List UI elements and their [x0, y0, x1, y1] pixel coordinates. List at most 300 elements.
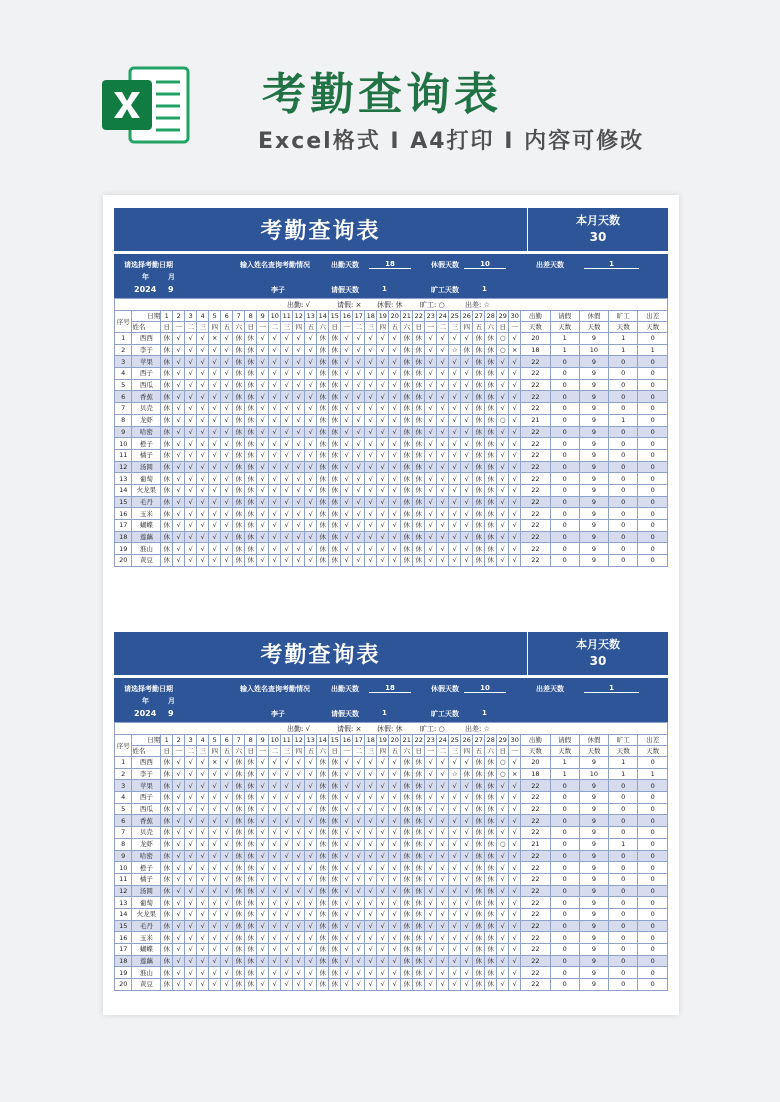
- attendance-mark: √: [293, 780, 305, 792]
- table-row: [115, 449, 668, 461]
- attendance-mark: √: [173, 873, 185, 885]
- attendance-mark: 休: [161, 850, 173, 862]
- attendance-mark: √: [461, 473, 473, 485]
- attendance-mark: √: [365, 379, 377, 391]
- attendance-mark: 休: [329, 543, 341, 555]
- attendance-mark: 休: [401, 426, 413, 438]
- attendance-mark: √: [353, 520, 365, 532]
- attendance-mark: 休: [329, 333, 341, 345]
- attendance-mark: √: [341, 768, 353, 780]
- attendance-mark: √: [425, 414, 437, 426]
- attendance-mark: √: [185, 333, 197, 345]
- employee-name: 橙子: [132, 862, 161, 874]
- attendance-mark: √: [269, 897, 281, 909]
- attendance-mark: √: [293, 356, 305, 368]
- attendance-mark: √: [221, 967, 233, 979]
- attendance-mark: √: [425, 967, 437, 979]
- table-row: [115, 803, 668, 815]
- attendance-mark: √: [305, 955, 317, 967]
- attendance-mark: √: [509, 473, 521, 485]
- attendance-mark: 休: [317, 850, 329, 862]
- attendance-mark: 休: [329, 555, 341, 567]
- attendance-mark: 休: [473, 508, 485, 520]
- month-days-value: 30: [589, 229, 607, 244]
- summary-value: 0: [550, 944, 579, 956]
- summary-header: 出差: [638, 311, 668, 322]
- attendance-mark: √: [509, 356, 521, 368]
- weekday: 四: [293, 746, 305, 757]
- attendance-mark: √: [509, 543, 521, 555]
- attendance-mark: √: [497, 531, 509, 543]
- row-number: 3: [115, 356, 132, 368]
- attendance-mark: √: [449, 944, 461, 956]
- summary-value: 0: [638, 827, 668, 839]
- attendance-mark: √: [365, 979, 377, 991]
- attendance-mark: √: [425, 827, 437, 839]
- attendance-mark: 休: [317, 803, 329, 815]
- attendance-mark: √: [509, 885, 521, 897]
- summary-header: 出差: [638, 735, 668, 746]
- weekday: 三: [449, 746, 461, 757]
- attendance-mark: √: [305, 873, 317, 885]
- attendance-mark: √: [185, 979, 197, 991]
- attendance-mark: √: [281, 757, 293, 769]
- employee-name: 莲藕: [132, 955, 161, 967]
- weekday: 五: [221, 322, 233, 333]
- attendance-mark: √: [449, 496, 461, 508]
- weekday: 六: [401, 746, 413, 757]
- attendance-mark: √: [257, 333, 269, 345]
- attendance-mark: 休: [401, 967, 413, 979]
- attendance-mark: 休: [317, 333, 329, 345]
- attendance-mark: √: [437, 414, 449, 426]
- attendance-mark: √: [197, 496, 209, 508]
- attendance-mark: √: [437, 979, 449, 991]
- summary-value: 9: [579, 356, 608, 368]
- year-select[interactable]: 2024: [134, 709, 157, 718]
- attendance-mark: √: [341, 449, 353, 461]
- attend-days-label: 出勤天数: [331, 685, 359, 693]
- attendance-mark: 休: [401, 484, 413, 496]
- attendance-mark: √: [197, 967, 209, 979]
- attendance-mark: √: [185, 438, 197, 450]
- attendance-mark: 休: [329, 920, 341, 932]
- employee-name: 火龙果: [132, 908, 161, 920]
- attendance-mark: √: [377, 496, 389, 508]
- attendance-mark: √: [461, 368, 473, 380]
- attendance-mark: √: [305, 827, 317, 839]
- attendance-mark: √: [173, 391, 185, 403]
- day-number: 16: [342, 312, 351, 320]
- attendance-mark: √: [425, 333, 437, 345]
- month-select[interactable]: 9: [168, 285, 174, 294]
- attendance-mark: √: [437, 391, 449, 403]
- day-number: 23: [426, 736, 435, 744]
- attendance-mark: 休: [485, 780, 497, 792]
- summary-header-unit: 天数: [579, 322, 608, 333]
- attendance-mark: √: [221, 838, 233, 850]
- attendance-mark: √: [197, 827, 209, 839]
- attendance-mark: 休: [329, 473, 341, 485]
- legend-leave: 请假: ×: [337, 301, 362, 309]
- attendance-mark: √: [305, 768, 317, 780]
- attendance-mark: √: [389, 379, 401, 391]
- attendance-mark: √: [281, 484, 293, 496]
- attendance-mark: √: [221, 449, 233, 461]
- weekday: 五: [305, 746, 317, 757]
- attendance-mark: 休: [329, 403, 341, 415]
- attendance-mark: √: [221, 438, 233, 450]
- attendance-mark: √: [509, 414, 521, 426]
- attendance-mark: √: [209, 979, 221, 991]
- attendance-mark: √: [425, 403, 437, 415]
- attendance-mark: 休: [317, 955, 329, 967]
- employee-name: 毛丹: [132, 920, 161, 932]
- attendance-mark: ○: [497, 768, 509, 780]
- attendance-mark: 休: [473, 368, 485, 380]
- attendance-mark: √: [389, 908, 401, 920]
- attendance-mark: √: [197, 543, 209, 555]
- attendance-mark: √: [341, 473, 353, 485]
- attendance-mark: √: [173, 508, 185, 520]
- attendance-mark: √: [449, 473, 461, 485]
- attendance-mark: √: [185, 356, 197, 368]
- attendance-mark: 休: [161, 757, 173, 769]
- attendance-mark: √: [497, 873, 509, 885]
- attendance-mark: √: [509, 920, 521, 932]
- row-number: 3: [115, 780, 132, 792]
- attendance-mark: 休: [233, 473, 245, 485]
- summary-value: 1: [550, 333, 579, 345]
- attendance-mark: √: [365, 897, 377, 909]
- attendance-mark: √: [185, 885, 197, 897]
- attendance-mark: √: [425, 768, 437, 780]
- attendance-mark: √: [293, 850, 305, 862]
- attendance-mark: √: [185, 920, 197, 932]
- attendance-mark: √: [185, 508, 197, 520]
- attendance-mark: 休: [401, 920, 413, 932]
- attendance-mark: √: [353, 379, 365, 391]
- attendance-mark: 休: [485, 955, 497, 967]
- name-input[interactable]: 李子: [271, 286, 285, 294]
- attendance-mark: 休: [329, 414, 341, 426]
- attendance-mark: √: [221, 403, 233, 415]
- attendance-mark: √: [269, 815, 281, 827]
- summary-value: 0: [638, 897, 668, 909]
- attendance-mark: √: [425, 803, 437, 815]
- summary-value: 9: [579, 792, 608, 804]
- attendance-mark: √: [509, 838, 521, 850]
- table-row: [115, 379, 668, 391]
- table-row: [115, 885, 668, 897]
- summary-value: 0: [550, 438, 579, 450]
- attendance-mark: √: [509, 850, 521, 862]
- attendance-mark: √: [185, 815, 197, 827]
- row-number: 7: [115, 403, 132, 415]
- attendance-mark: √: [281, 838, 293, 850]
- attendance-mark: √: [437, 967, 449, 979]
- attendance-mark: 休: [161, 932, 173, 944]
- attendance-mark: √: [377, 815, 389, 827]
- attendance-mark: √: [197, 473, 209, 485]
- attendance-mark: 休: [329, 344, 341, 356]
- row-number: 6: [115, 391, 132, 403]
- attendance-mark: 休: [473, 461, 485, 473]
- attendance-mark: 休: [161, 449, 173, 461]
- summary-value: 22: [521, 496, 550, 508]
- attendance-mark: √: [209, 908, 221, 920]
- day-number: 20: [390, 736, 399, 744]
- row-number: 5: [115, 379, 132, 391]
- month-select[interactable]: 9: [168, 709, 174, 718]
- summary-value: 0: [609, 543, 638, 555]
- table-row: [115, 531, 668, 543]
- attendance-mark: √: [353, 356, 365, 368]
- attendance-mark: √: [305, 908, 317, 920]
- attendance-mark: √: [173, 768, 185, 780]
- attendance-mark: √: [305, 368, 317, 380]
- attendance-mark: 休: [473, 379, 485, 391]
- summary-value: 0: [609, 932, 638, 944]
- attendance-mark: √: [305, 508, 317, 520]
- attendance-mark: 休: [473, 496, 485, 508]
- weekday: 一: [257, 322, 269, 333]
- attendance-mark: √: [497, 792, 509, 804]
- attendance-mark: √: [341, 955, 353, 967]
- attendance-mark: 休: [473, 426, 485, 438]
- attendance-mark: √: [269, 333, 281, 345]
- summary-value: 0: [609, 484, 638, 496]
- attendance-mark: √: [197, 979, 209, 991]
- table-row: [115, 955, 668, 967]
- summary-value: 22: [521, 932, 550, 944]
- summary-value: 9: [579, 368, 608, 380]
- summary-value: 0: [638, 531, 668, 543]
- attendance-mark: 休: [329, 885, 341, 897]
- summary-value: 22: [521, 803, 550, 815]
- day-number: 14: [318, 312, 327, 320]
- attendance-mark: 休: [317, 838, 329, 850]
- summary-value: 0: [638, 543, 668, 555]
- attendance-mark: √: [365, 391, 377, 403]
- attendance-mark: √: [377, 403, 389, 415]
- weekday: 四: [293, 322, 305, 333]
- attendance-mark: √: [353, 827, 365, 839]
- weekday: 日: [245, 322, 257, 333]
- attendance-mark: √: [437, 555, 449, 567]
- attendance-mark: √: [341, 484, 353, 496]
- attendance-mark: 休: [329, 792, 341, 804]
- attendance-mark: √: [341, 920, 353, 932]
- attendance-mark: 休: [485, 979, 497, 991]
- table-row: [115, 979, 668, 991]
- summary-value: 9: [579, 379, 608, 391]
- table-row: [115, 403, 668, 415]
- attendance-mark: √: [497, 368, 509, 380]
- employee-name: 淮山: [132, 967, 161, 979]
- attendance-mark: 休: [233, 932, 245, 944]
- attendance-mark: √: [269, 967, 281, 979]
- attendance-mark: 休: [413, 932, 425, 944]
- attendance-mark: √: [425, 944, 437, 956]
- day-number: 24: [438, 312, 447, 320]
- attendance-mark: √: [293, 426, 305, 438]
- attendance-mark: √: [209, 508, 221, 520]
- attendance-mark: 休: [317, 438, 329, 450]
- attendance-mark: √: [173, 449, 185, 461]
- employee-name: 橘子: [132, 449, 161, 461]
- attendance-mark: 休: [401, 496, 413, 508]
- summary-value: 1: [609, 838, 638, 850]
- attendance-mark: √: [305, 426, 317, 438]
- attendance-mark: 休: [317, 391, 329, 403]
- attendance-mark: 休: [161, 508, 173, 520]
- attendance-mark: 休: [161, 780, 173, 792]
- attendance-mark: 休: [413, 979, 425, 991]
- attendance-mark: 休: [485, 473, 497, 485]
- attendance-mark: √: [461, 531, 473, 543]
- summary-value: 9: [579, 908, 608, 920]
- attendance-mark: √: [437, 768, 449, 780]
- attendance-mark: √: [449, 356, 461, 368]
- attendance-mark: 休: [233, 414, 245, 426]
- attendance-mark: √: [449, 757, 461, 769]
- attendance-table: [114, 734, 668, 991]
- attendance-mark: 休: [233, 908, 245, 920]
- attendance-mark: 休: [413, 520, 425, 532]
- attendance-mark: 休: [401, 391, 413, 403]
- attendance-mark: 休: [473, 520, 485, 532]
- attendance-mark: 休: [329, 803, 341, 815]
- summary-value: 0: [638, 391, 668, 403]
- attendance-mark: 休: [473, 757, 485, 769]
- trip-days-label: 出差天数: [536, 685, 564, 693]
- attendance-mark: 休: [329, 967, 341, 979]
- attendance-mark: √: [185, 862, 197, 874]
- attendance-mark: 休: [161, 379, 173, 391]
- attendance-mark: √: [365, 967, 377, 979]
- attendance-mark: 休: [401, 780, 413, 792]
- attendance-mark: √: [257, 368, 269, 380]
- attendance-mark: √: [449, 932, 461, 944]
- employee-name: 淮山: [132, 543, 161, 555]
- attendance-mark: √: [341, 757, 353, 769]
- attendance-mark: √: [365, 555, 377, 567]
- attendance-mark: 休: [485, 757, 497, 769]
- summary-value: 0: [550, 473, 579, 485]
- summary-value: 0: [609, 508, 638, 520]
- attendance-mark: √: [437, 543, 449, 555]
- summary-value: 22: [521, 379, 550, 391]
- year-select[interactable]: 2024: [134, 285, 157, 294]
- summary-value: 9: [579, 438, 608, 450]
- summary-value: 9: [579, 391, 608, 403]
- attendance-mark: √: [353, 932, 365, 944]
- attendance-mark: √: [257, 873, 269, 885]
- attendance-mark: 休: [317, 449, 329, 461]
- summary-value: 9: [579, 333, 608, 345]
- attendance-mark: √: [497, 827, 509, 839]
- attendance-mark: √: [197, 403, 209, 415]
- attendance-mark: √: [377, 414, 389, 426]
- attendance-mark: √: [353, 333, 365, 345]
- attendance-mark: 休: [233, 803, 245, 815]
- attendance-mark: 休: [329, 449, 341, 461]
- attendance-mark: 休: [485, 520, 497, 532]
- weekday: 日: [497, 322, 509, 333]
- attendance-mark: √: [221, 897, 233, 909]
- summary-value: 1: [609, 333, 638, 345]
- day-number: 1: [161, 311, 173, 322]
- attendance-mark: √: [425, 461, 437, 473]
- attendance-mark: 休: [485, 484, 497, 496]
- attendance-mark: √: [437, 426, 449, 438]
- attendance-mark: 休: [485, 897, 497, 909]
- attendance-mark: √: [377, 932, 389, 944]
- attendance-mark: √: [497, 815, 509, 827]
- attendance-mark: √: [305, 543, 317, 555]
- attendance-mark: √: [257, 792, 269, 804]
- summary-header-unit: 天数: [550, 746, 579, 757]
- excel-logo-icon: [100, 60, 190, 150]
- attendance-mark: 休: [473, 333, 485, 345]
- summary-value: 0: [638, 862, 668, 874]
- attendance-mark: √: [293, 414, 305, 426]
- summary-value: 22: [521, 815, 550, 827]
- summary-value: 0: [609, 955, 638, 967]
- attendance-mark: 休: [245, 543, 257, 555]
- attendance-mark: 休: [245, 496, 257, 508]
- attendance-mark: √: [497, 555, 509, 567]
- day-number: 1: [161, 735, 173, 746]
- row-number: 2: [115, 344, 132, 356]
- table-row: [115, 461, 668, 473]
- weekday: 日: [497, 746, 509, 757]
- attendance-mark: √: [377, 862, 389, 874]
- summary-value: 0: [550, 815, 579, 827]
- attendance-mark: 休: [413, 391, 425, 403]
- weekday: 日: [161, 322, 173, 333]
- name-input[interactable]: 李子: [271, 710, 285, 718]
- absent-days-value: 1: [482, 709, 487, 717]
- attendance-mark: √: [353, 885, 365, 897]
- attendance-mark: √: [293, 862, 305, 874]
- attendance-mark: 休: [401, 932, 413, 944]
- attendance-mark: 休: [461, 768, 473, 780]
- attendance-mark: √: [173, 932, 185, 944]
- name-prompt-label: 输入姓名查询考勤情况: [240, 685, 310, 693]
- summary-value: 22: [521, 862, 550, 874]
- attendance-mark: √: [209, 897, 221, 909]
- attendance-mark: √: [269, 543, 281, 555]
- attendance-mark: ○: [497, 757, 509, 769]
- attendance-mark: √: [365, 473, 377, 485]
- attendance-mark: √: [185, 827, 197, 839]
- attendance-mark: √: [341, 838, 353, 850]
- attendance-mark: √: [221, 426, 233, 438]
- attendance-mark: 休: [245, 979, 257, 991]
- summary-value: 0: [609, 368, 638, 380]
- attendance-mark: 休: [413, 438, 425, 450]
- weekday: 三: [197, 322, 209, 333]
- attendance-mark: 休: [401, 403, 413, 415]
- attendance-mark: √: [209, 955, 221, 967]
- name-prompt-label: 输入姓名查询考勤情况: [240, 261, 310, 269]
- summary-value: 0: [638, 932, 668, 944]
- day-number: 27: [474, 312, 483, 320]
- attendance-mark: 休: [233, 768, 245, 780]
- attendance-mark: 休: [473, 932, 485, 944]
